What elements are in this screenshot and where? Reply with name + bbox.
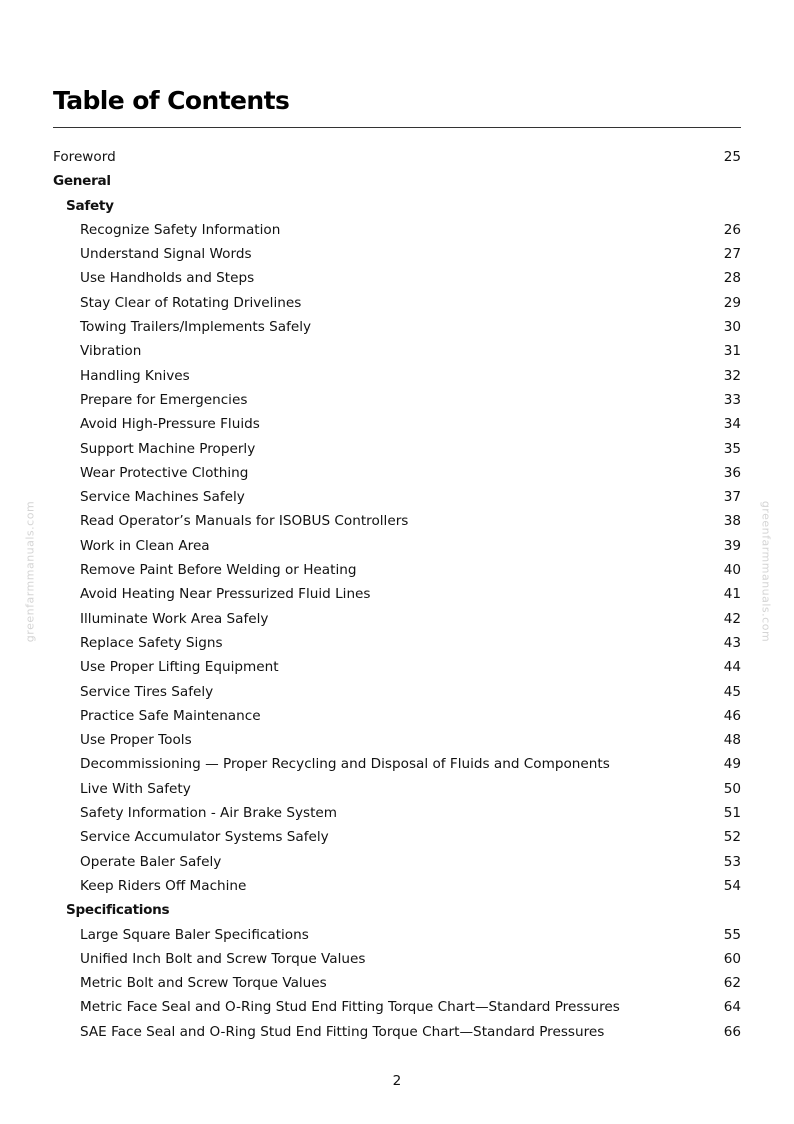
toc-entry-page-number: 38	[723, 513, 741, 530]
watermark-right: greenfarmmanuals.com	[759, 500, 773, 643]
toc-entry-label: Operate Baler Safely	[80, 853, 222, 870]
toc-entry-label: Recognize Safety Information	[80, 221, 281, 238]
toc-entry-label: Wear Protective Clothing	[80, 464, 249, 481]
toc-entry-label: Practice Safe Maintenance	[80, 707, 261, 724]
toc-entry-label: Support Machine Properly	[80, 440, 256, 457]
toc-list	[53, 145, 741, 1044]
toc-entry-label: Prepare for Emergencies	[80, 391, 248, 408]
toc-entry-page-number: 27	[723, 246, 741, 263]
toc-entry[interactable]	[53, 291, 741, 315]
toc-entry-page-number: 46	[723, 707, 741, 724]
toc-entry[interactable]	[53, 631, 741, 655]
toc-entry[interactable]	[53, 412, 741, 436]
toc-entry[interactable]	[53, 1020, 741, 1044]
toc-entry[interactable]	[53, 339, 741, 363]
toc-entry-page-number: 45	[723, 683, 741, 700]
toc-entry-label: Service Accumulator Systems Safely	[80, 829, 329, 846]
toc-entry-page-number: 49	[723, 756, 741, 773]
toc-entry-label: Keep Riders Off Machine	[80, 877, 247, 894]
toc-entry-page-number: 66	[723, 1023, 741, 1040]
toc-entry-label: Live With Safety	[80, 780, 191, 797]
toc-entry-label: Metric Bolt and Screw Torque Values	[80, 975, 327, 992]
toc-entry[interactable]	[53, 874, 741, 898]
toc-entry[interactable]	[53, 266, 741, 290]
toc-entry-page-number: 44	[723, 659, 741, 676]
toc-entry-page-number: 51	[723, 805, 741, 822]
toc-entry-label: Service Tires Safely	[80, 683, 214, 700]
toc-entry[interactable]	[53, 825, 741, 849]
toc-entry-page-number: 36	[723, 464, 741, 481]
toc-entry-label: Replace Safety Signs	[80, 634, 223, 651]
toc-entry[interactable]	[53, 388, 741, 412]
toc-entry-label: Metric Face Seal and O-Ring Stud End Fitting Torque Chart—Standard Pressures	[80, 999, 620, 1016]
toc-entry[interactable]	[53, 485, 741, 509]
toc-entry-page-number: 25	[723, 149, 741, 165]
toc-entry[interactable]	[53, 145, 741, 169]
toc-entry-label: General	[53, 173, 111, 190]
toc-entry-page-number: 60	[723, 950, 741, 967]
toc-entry-page-number: 42	[723, 610, 741, 627]
toc-entry-label: Towing Trailers/Implements Safely	[80, 319, 312, 336]
toc-entry-label: Use Proper Lifting Equipment	[80, 659, 279, 676]
toc-entry-page-number: 35	[723, 440, 741, 457]
toc-entry-label: Decommissioning — Proper Recycling and Disposal of Fluids and Components	[80, 756, 610, 773]
page-title: Table of Contents	[53, 86, 290, 115]
toc-entry-label: Safety	[66, 197, 114, 214]
toc-section-heading[interactable]	[53, 169, 741, 193]
toc-entry[interactable]	[53, 777, 741, 801]
toc-entry[interactable]	[53, 509, 741, 533]
toc-entry-page-number: 32	[723, 367, 741, 384]
toc-entry-page-number: 39	[723, 537, 741, 554]
toc-entry-page-number: 29	[723, 294, 741, 311]
toc-entry-page-number: 33	[723, 391, 741, 408]
toc-entry[interactable]	[53, 242, 741, 266]
toc-entry-page-number: 31	[723, 343, 741, 360]
toc-entry[interactable]	[53, 971, 741, 995]
toc-entry[interactable]	[53, 218, 741, 242]
page-number: 2	[392, 1073, 402, 1089]
toc-entry[interactable]	[53, 364, 741, 388]
toc-entry-label: Understand Signal Words	[80, 246, 252, 263]
toc-entry-label: Read Operator’s Manuals for ISOBUS Controllers	[80, 513, 409, 530]
toc-entry[interactable]	[53, 437, 741, 461]
toc-entry-page-number: 37	[723, 489, 741, 506]
toc-entry[interactable]	[53, 315, 741, 339]
toc-entry-label: Stay Clear of Rotating Drivelines	[80, 294, 302, 311]
toc-entry[interactable]	[53, 582, 741, 606]
toc-entry-page-number: 52	[723, 829, 741, 846]
toc-entry-label: Avoid High-Pressure Fluids	[80, 416, 260, 433]
toc-entry-page-number: 41	[723, 586, 741, 603]
toc-entry-page-number: 62	[723, 975, 741, 992]
toc-entry-label: Use Handholds and Steps	[80, 270, 255, 287]
toc-entry-page-number: 34	[723, 416, 741, 433]
toc-entry-page-number: 43	[723, 634, 741, 651]
toc-entry-page-number: 40	[723, 562, 741, 579]
toc-section-heading[interactable]	[53, 194, 741, 218]
title-divider	[53, 127, 741, 128]
toc-entry[interactable]	[53, 558, 741, 582]
toc-entry[interactable]	[53, 947, 741, 971]
toc-entry[interactable]	[53, 801, 741, 825]
toc-entry-label: Illuminate Work Area Safely	[80, 610, 269, 627]
toc-entry-label: Remove Paint Before Welding or Heating	[80, 562, 357, 579]
toc-entry-label: Safety Information - Air Brake System	[80, 805, 338, 822]
toc-entry-page-number: 50	[723, 780, 741, 797]
toc-entry-page-number: 55	[723, 926, 741, 943]
toc-entry-page-number: 64	[723, 999, 741, 1016]
toc-entry-label: Handling Knives	[80, 367, 190, 384]
toc-entry[interactable]	[53, 607, 741, 631]
toc-entry-label: Vibration	[80, 343, 142, 360]
toc-entry-page-number: 54	[723, 877, 741, 894]
toc-entry-page-number: 28	[723, 270, 741, 287]
toc-entry-label: Large Square Baler Specifications	[80, 926, 309, 943]
toc-entry-label: Service Machines Safely	[80, 489, 245, 506]
toc-entry-label: SAE Face Seal and O-Ring Stud End Fitting Torque Chart—Standard Pressures	[80, 1023, 605, 1040]
toc-entry-label: Specifications	[66, 902, 170, 919]
toc-entry[interactable]	[53, 752, 741, 776]
watermark-left: greenfarmmanuals.com	[23, 500, 37, 643]
toc-entry-label: Work in Clean Area	[80, 537, 210, 554]
toc-entry[interactable]	[53, 461, 741, 485]
toc-entry-page-number: 53	[723, 853, 741, 870]
toc-entry-label: Unified Inch Bolt and Screw Torque Values	[80, 950, 366, 967]
toc-entry[interactable]	[53, 995, 741, 1019]
toc-entry-page-number: 30	[723, 319, 741, 336]
toc-entry-label: Avoid Heating Near Pressurized Fluid Lines	[80, 586, 371, 603]
toc-section-heading[interactable]	[53, 898, 741, 922]
toc-entry[interactable]	[53, 534, 741, 558]
toc-entry[interactable]	[53, 850, 741, 874]
toc-entry[interactable]	[53, 655, 741, 679]
toc-entry-page-number: 26	[723, 221, 741, 238]
toc-entry[interactable]	[53, 923, 741, 947]
toc-entry[interactable]	[53, 728, 741, 752]
toc-entry[interactable]	[53, 680, 741, 704]
toc-entry[interactable]	[53, 704, 741, 728]
toc-entry-page-number: 48	[723, 732, 741, 749]
toc-entry-label: Foreword	[53, 149, 116, 165]
toc-entry-label: Use Proper Tools	[80, 732, 192, 749]
